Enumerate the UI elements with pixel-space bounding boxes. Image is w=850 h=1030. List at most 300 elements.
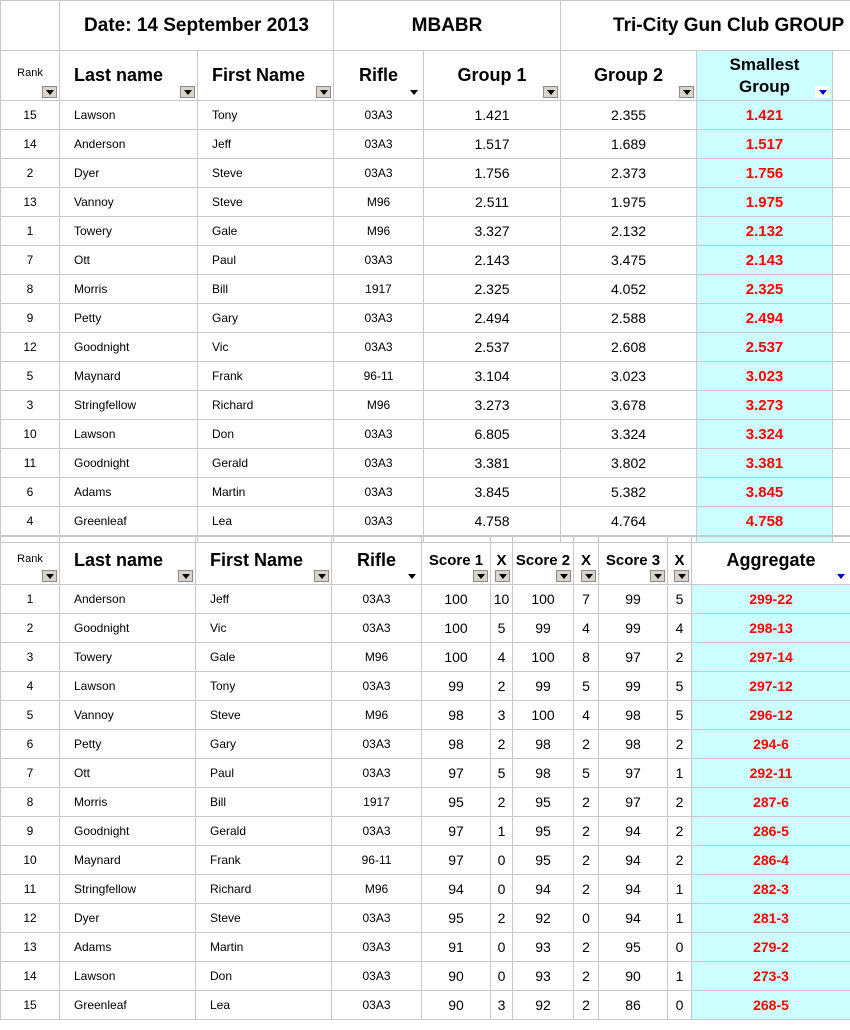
x-3-cell[interactable]: 1 [668, 904, 692, 933]
aggregate-cell[interactable]: 268-5 [692, 991, 850, 1020]
rifle-cell[interactable]: 03A3 [334, 101, 424, 130]
x-1-cell[interactable]: 1 [491, 817, 513, 846]
x-2-cell[interactable]: 2 [574, 991, 599, 1020]
first-name-cell[interactable]: Lea [196, 991, 332, 1020]
score-1-cell[interactable]: 100 [422, 585, 491, 614]
x-1-cell[interactable]: 0 [491, 846, 513, 875]
group-2-cell[interactable]: 1.689 [561, 130, 697, 159]
x-3-cell[interactable]: 5 [668, 672, 692, 701]
first-name-cell[interactable]: Martin [196, 933, 332, 962]
rifle-cell[interactable]: 1917 [332, 788, 422, 817]
last-name-cell[interactable]: Goodnight [60, 614, 196, 643]
filter-button[interactable] [674, 570, 689, 582]
blank-cell[interactable] [833, 130, 850, 159]
first-name-cell[interactable]: Paul [198, 246, 334, 275]
group-2-cell[interactable]: 2.608 [561, 333, 697, 362]
filter-button[interactable] [495, 570, 510, 582]
first-name-cell[interactable]: Tony [196, 672, 332, 701]
smallest-group-cell[interactable]: 1.421 [697, 101, 833, 130]
x-1-cell[interactable]: 0 [491, 875, 513, 904]
first-name-cell[interactable]: Gary [196, 730, 332, 759]
first-name-cell[interactable]: Steve [196, 701, 332, 730]
filter-button[interactable] [543, 86, 558, 98]
group-2-cell[interactable]: 3.023 [561, 362, 697, 391]
group-1-cell[interactable]: 2.325 [424, 275, 561, 304]
first-name-cell[interactable]: Steve [198, 188, 334, 217]
group-2-cell[interactable]: 2.132 [561, 217, 697, 246]
rifle-cell[interactable]: 03A3 [332, 817, 422, 846]
score-2-cell[interactable]: 100 [513, 643, 574, 672]
score-3-cell[interactable]: 98 [599, 701, 668, 730]
sort-button[interactable] [815, 86, 830, 98]
group-2-cell[interactable]: 3.678 [561, 391, 697, 420]
smallest-group-cell[interactable]: 2.132 [697, 217, 833, 246]
first-name-cell[interactable]: Gale [198, 217, 334, 246]
score-2-cell[interactable]: 94 [513, 875, 574, 904]
last-name-cell[interactable]: Lawson [60, 672, 196, 701]
blank-cell[interactable] [833, 507, 850, 536]
rank-cell[interactable]: 4 [1, 507, 60, 536]
score-1-cell[interactable]: 100 [422, 643, 491, 672]
rank-cell[interactable]: 15 [1, 101, 60, 130]
score-3-cell[interactable]: 97 [599, 788, 668, 817]
first-name-cell[interactable]: Tony [198, 101, 334, 130]
score-1-cell[interactable]: 90 [422, 962, 491, 991]
x-3-cell[interactable]: 1 [668, 962, 692, 991]
group-1-cell[interactable]: 3.104 [424, 362, 561, 391]
x-3-cell[interactable]: 5 [668, 701, 692, 730]
score-1-cell[interactable]: 97 [422, 759, 491, 788]
rank-cell[interactable]: 7 [1, 246, 60, 275]
smallest-group-cell[interactable]: 1.517 [697, 130, 833, 159]
last-name-cell[interactable]: Petty [60, 730, 196, 759]
rank-cell[interactable]: 5 [1, 701, 60, 730]
score-1-cell[interactable]: 95 [422, 904, 491, 933]
score-3-cell[interactable]: 99 [599, 614, 668, 643]
rank-cell[interactable]: 12 [1, 904, 60, 933]
rifle-cell[interactable]: 03A3 [332, 904, 422, 933]
x-3-cell[interactable]: 2 [668, 730, 692, 759]
last-name-cell[interactable]: Vannoy [60, 188, 198, 217]
first-name-cell[interactable]: Vic [196, 614, 332, 643]
rank-cell[interactable]: 9 [1, 304, 60, 333]
aggregate-cell[interactable]: 281-3 [692, 904, 850, 933]
filter-button[interactable] [178, 570, 193, 582]
filter-button[interactable] [42, 86, 57, 98]
aggregate-cell[interactable]: 273-3 [692, 962, 850, 991]
group-2-cell[interactable]: 4.764 [561, 507, 697, 536]
rank-cell[interactable]: 11 [1, 875, 60, 904]
first-name-cell[interactable]: Lea [198, 507, 334, 536]
rank-cell[interactable]: 15 [1, 991, 60, 1020]
last-name-cell[interactable]: Goodnight [60, 333, 198, 362]
x-3-cell[interactable]: 1 [668, 759, 692, 788]
x-2-cell[interactable]: 2 [574, 875, 599, 904]
last-name-cell[interactable]: Petty [60, 304, 198, 333]
blank-cell[interactable] [833, 246, 850, 275]
x-2-cell[interactable]: 2 [574, 933, 599, 962]
filter-button[interactable] [316, 86, 331, 98]
rank-cell[interactable]: 12 [1, 333, 60, 362]
rank-cell[interactable]: 10 [1, 420, 60, 449]
filter-button[interactable] [556, 570, 571, 582]
x-2-cell[interactable]: 0 [574, 904, 599, 933]
filter-button[interactable] [650, 570, 665, 582]
rank-cell[interactable]: 1 [1, 585, 60, 614]
last-name-cell[interactable]: Maynard [60, 362, 198, 391]
smallest-group-cell[interactable]: 3.324 [697, 420, 833, 449]
score-2-cell[interactable]: 95 [513, 817, 574, 846]
aggregate-cell[interactable]: 286-4 [692, 846, 850, 875]
group-2-cell[interactable]: 4.052 [561, 275, 697, 304]
last-name-cell[interactable]: Adams [60, 933, 196, 962]
score-2-cell[interactable]: 100 [513, 701, 574, 730]
rank-cell[interactable]: 4 [1, 672, 60, 701]
last-name-cell[interactable]: Dyer [60, 159, 198, 188]
group-1-cell[interactable]: 3.327 [424, 217, 561, 246]
score-1-cell[interactable]: 98 [422, 701, 491, 730]
smallest-group-cell[interactable]: 2.143 [697, 246, 833, 275]
first-name-cell[interactable]: Steve [198, 159, 334, 188]
x-1-cell[interactable]: 5 [491, 614, 513, 643]
x-1-cell[interactable]: 10 [491, 585, 513, 614]
first-name-cell[interactable]: Jeff [196, 585, 332, 614]
rank-cell[interactable]: 6 [1, 478, 60, 507]
rifle-cell[interactable]: 03A3 [334, 246, 424, 275]
score-1-cell[interactable]: 90 [422, 991, 491, 1020]
rank-cell[interactable]: 6 [1, 730, 60, 759]
blank-cell[interactable] [833, 362, 850, 391]
rifle-cell[interactable]: 03A3 [334, 130, 424, 159]
last-name-cell[interactable]: Dyer [60, 904, 196, 933]
x-1-cell[interactable]: 3 [491, 701, 513, 730]
filter-button[interactable] [679, 86, 694, 98]
smallest-group-cell[interactable]: 2.325 [697, 275, 833, 304]
rifle-cell[interactable]: M96 [332, 875, 422, 904]
smallest-group-cell[interactable]: 3.381 [697, 449, 833, 478]
last-name-cell[interactable]: Stringfellow [60, 391, 198, 420]
blank-cell[interactable] [833, 188, 850, 217]
last-name-cell[interactable]: Anderson [60, 130, 198, 159]
group-1-cell[interactable]: 2.537 [424, 333, 561, 362]
rank-cell[interactable]: 3 [1, 643, 60, 672]
score-2-cell[interactable]: 93 [513, 962, 574, 991]
last-name-cell[interactable]: Lawson [60, 962, 196, 991]
score-1-cell[interactable]: 100 [422, 614, 491, 643]
rank-cell[interactable]: 7 [1, 759, 60, 788]
last-name-cell[interactable]: Vannoy [60, 701, 196, 730]
aggregate-cell[interactable]: 298-13 [692, 614, 850, 643]
smallest-group-cell[interactable]: 1.756 [697, 159, 833, 188]
smallest-group-cell[interactable]: 2.537 [697, 333, 833, 362]
first-name-cell[interactable]: Gary [198, 304, 334, 333]
group-2-cell[interactable]: 3.475 [561, 246, 697, 275]
rifle-cell[interactable]: 03A3 [332, 933, 422, 962]
first-name-cell[interactable]: Richard [196, 875, 332, 904]
rifle-cell[interactable]: 03A3 [332, 614, 422, 643]
first-name-cell[interactable]: Jeff [198, 130, 334, 159]
score-2-cell[interactable]: 95 [513, 846, 574, 875]
rifle-cell[interactable]: M96 [332, 701, 422, 730]
rifle-cell[interactable]: 03A3 [332, 672, 422, 701]
first-name-cell[interactable]: Steve [196, 904, 332, 933]
score-2-cell[interactable]: 99 [513, 614, 574, 643]
score-2-cell[interactable]: 98 [513, 759, 574, 788]
rank-cell[interactable]: 5 [1, 362, 60, 391]
x-1-cell[interactable]: 2 [491, 788, 513, 817]
filter-button[interactable] [473, 570, 488, 582]
sort-button[interactable] [833, 570, 848, 582]
aggregate-cell[interactable]: 297-14 [692, 643, 850, 672]
x-3-cell[interactable]: 1 [668, 875, 692, 904]
rifle-cell[interactable]: 96-11 [332, 846, 422, 875]
rifle-cell[interactable]: 03A3 [334, 507, 424, 536]
x-2-cell[interactable]: 4 [574, 614, 599, 643]
aggregate-cell[interactable]: 299-22 [692, 585, 850, 614]
first-name-cell[interactable]: Richard [198, 391, 334, 420]
smallest-group-cell[interactable]: 3.023 [697, 362, 833, 391]
x-3-cell[interactable]: 0 [668, 991, 692, 1020]
last-name-cell[interactable]: Ott [60, 246, 198, 275]
score-3-cell[interactable]: 94 [599, 904, 668, 933]
x-3-cell[interactable]: 2 [668, 846, 692, 875]
score-1-cell[interactable]: 91 [422, 933, 491, 962]
score-1-cell[interactable]: 95 [422, 788, 491, 817]
aggregate-cell[interactable]: 287-6 [692, 788, 850, 817]
group-1-cell[interactable]: 1.517 [424, 130, 561, 159]
first-name-cell[interactable]: Martin [198, 478, 334, 507]
rifle-cell[interactable]: 03A3 [332, 962, 422, 991]
last-name-cell[interactable]: Maynard [60, 846, 196, 875]
x-3-cell[interactable]: 4 [668, 614, 692, 643]
first-name-cell[interactable]: Don [198, 420, 334, 449]
rank-cell[interactable]: 1 [1, 217, 60, 246]
x-1-cell[interactable]: 5 [491, 759, 513, 788]
rank-cell[interactable]: 10 [1, 846, 60, 875]
last-name-cell[interactable]: Goodnight [60, 449, 198, 478]
x-2-cell[interactable]: 7 [574, 585, 599, 614]
aggregate-cell[interactable]: 279-2 [692, 933, 850, 962]
x-2-cell[interactable]: 2 [574, 846, 599, 875]
first-name-cell[interactable]: Gerald [198, 449, 334, 478]
rifle-cell[interactable]: 96-11 [334, 362, 424, 391]
aggregate-cell[interactable]: 292-11 [692, 759, 850, 788]
score-2-cell[interactable]: 99 [513, 672, 574, 701]
group-2-cell[interactable]: 2.588 [561, 304, 697, 333]
x-2-cell[interactable]: 8 [574, 643, 599, 672]
rifle-cell[interactable]: 1917 [334, 275, 424, 304]
rank-cell[interactable]: 14 [1, 130, 60, 159]
rank-cell[interactable]: 8 [1, 275, 60, 304]
score-3-cell[interactable]: 99 [599, 585, 668, 614]
x-3-cell[interactable]: 2 [668, 643, 692, 672]
rifle-cell[interactable]: 03A3 [334, 478, 424, 507]
smallest-group-cell[interactable]: 4.758 [697, 507, 833, 536]
score-3-cell[interactable]: 86 [599, 991, 668, 1020]
x-2-cell[interactable]: 2 [574, 817, 599, 846]
last-name-cell[interactable]: Greenleaf [60, 991, 196, 1020]
smallest-group-cell[interactable]: 3.845 [697, 478, 833, 507]
group-2-cell[interactable]: 2.355 [561, 101, 697, 130]
x-3-cell[interactable]: 2 [668, 817, 692, 846]
score-3-cell[interactable]: 97 [599, 759, 668, 788]
smallest-group-cell[interactable]: 2.494 [697, 304, 833, 333]
group-1-cell[interactable]: 1.421 [424, 101, 561, 130]
filter-button[interactable] [581, 570, 596, 582]
last-name-cell[interactable]: Ott [60, 759, 196, 788]
group-1-cell[interactable]: 1.756 [424, 159, 561, 188]
group-1-cell[interactable]: 2.494 [424, 304, 561, 333]
score-3-cell[interactable]: 97 [599, 643, 668, 672]
first-name-cell[interactable]: Bill [198, 275, 334, 304]
x-1-cell[interactable]: 2 [491, 904, 513, 933]
rifle-cell[interactable]: M96 [334, 188, 424, 217]
rifle-cell[interactable]: M96 [332, 643, 422, 672]
x-2-cell[interactable]: 4 [574, 701, 599, 730]
score-2-cell[interactable]: 95 [513, 788, 574, 817]
rank-cell[interactable]: 13 [1, 188, 60, 217]
first-name-cell[interactable]: Paul [196, 759, 332, 788]
aggregate-cell[interactable]: 296-12 [692, 701, 850, 730]
group-2-cell[interactable]: 2.373 [561, 159, 697, 188]
filter-button[interactable] [404, 570, 419, 582]
last-name-cell[interactable]: Goodnight [60, 817, 196, 846]
score-3-cell[interactable]: 94 [599, 846, 668, 875]
filter-button[interactable] [42, 570, 57, 582]
score-1-cell[interactable]: 97 [422, 817, 491, 846]
x-3-cell[interactable]: 0 [668, 933, 692, 962]
aggregate-cell[interactable]: 282-3 [692, 875, 850, 904]
x-1-cell[interactable]: 2 [491, 672, 513, 701]
last-name-cell[interactable]: Adams [60, 478, 198, 507]
rifle-cell[interactable]: 03A3 [334, 159, 424, 188]
rifle-cell[interactable]: M96 [334, 217, 424, 246]
score-2-cell[interactable]: 92 [513, 991, 574, 1020]
rank-cell[interactable]: 8 [1, 788, 60, 817]
aggregate-cell[interactable]: 286-5 [692, 817, 850, 846]
rifle-cell[interactable]: 03A3 [332, 585, 422, 614]
rank-cell[interactable]: 14 [1, 962, 60, 991]
first-name-cell[interactable]: Vic [198, 333, 334, 362]
aggregate-cell[interactable]: 297-12 [692, 672, 850, 701]
group-1-cell[interactable]: 3.381 [424, 449, 561, 478]
x-1-cell[interactable]: 4 [491, 643, 513, 672]
score-2-cell[interactable]: 98 [513, 730, 574, 759]
smallest-group-cell[interactable]: 3.273 [697, 391, 833, 420]
group-1-cell[interactable]: 6.805 [424, 420, 561, 449]
blank-cell[interactable] [833, 217, 850, 246]
group-2-cell[interactable]: 1.975 [561, 188, 697, 217]
x-2-cell[interactable]: 5 [574, 672, 599, 701]
rifle-cell[interactable]: 03A3 [332, 759, 422, 788]
filter-button[interactable] [314, 570, 329, 582]
score-3-cell[interactable]: 95 [599, 933, 668, 962]
rank-cell[interactable]: 11 [1, 449, 60, 478]
rank-cell[interactable]: 2 [1, 614, 60, 643]
rifle-cell[interactable]: 03A3 [334, 333, 424, 362]
blank-cell[interactable] [833, 449, 850, 478]
blank-cell[interactable] [833, 159, 850, 188]
blank-cell[interactable] [833, 420, 850, 449]
last-name-cell[interactable]: Morris [60, 788, 196, 817]
x-1-cell[interactable]: 3 [491, 991, 513, 1020]
rifle-cell[interactable]: 03A3 [334, 420, 424, 449]
score-3-cell[interactable]: 99 [599, 672, 668, 701]
rank-cell[interactable]: 2 [1, 159, 60, 188]
last-name-cell[interactable]: Anderson [60, 585, 196, 614]
x-2-cell[interactable]: 2 [574, 962, 599, 991]
filter-button[interactable] [180, 86, 195, 98]
last-name-cell[interactable]: Towery [60, 643, 196, 672]
x-3-cell[interactable]: 5 [668, 585, 692, 614]
first-name-cell[interactable]: Frank [198, 362, 334, 391]
x-2-cell[interactable]: 2 [574, 788, 599, 817]
rifle-cell[interactable]: 03A3 [334, 304, 424, 333]
first-name-cell[interactable]: Don [196, 962, 332, 991]
x-3-cell[interactable]: 2 [668, 788, 692, 817]
last-name-cell[interactable]: Lawson [60, 101, 198, 130]
score-3-cell[interactable]: 90 [599, 962, 668, 991]
score-3-cell[interactable]: 94 [599, 817, 668, 846]
score-3-cell[interactable]: 94 [599, 875, 668, 904]
rifle-cell[interactable]: 03A3 [332, 991, 422, 1020]
first-name-cell[interactable]: Frank [196, 846, 332, 875]
last-name-cell[interactable]: Towery [60, 217, 198, 246]
rifle-cell[interactable]: M96 [334, 391, 424, 420]
blank-cell[interactable] [833, 333, 850, 362]
group-1-cell[interactable]: 3.273 [424, 391, 561, 420]
first-name-cell[interactable]: Gerald [196, 817, 332, 846]
score-2-cell[interactable]: 93 [513, 933, 574, 962]
score-2-cell[interactable]: 100 [513, 585, 574, 614]
last-name-cell[interactable]: Morris [60, 275, 198, 304]
blank-cell[interactable] [833, 391, 850, 420]
rifle-cell[interactable]: 03A3 [332, 730, 422, 759]
group-1-cell[interactable]: 2.511 [424, 188, 561, 217]
aggregate-cell[interactable]: 294-6 [692, 730, 850, 759]
group-2-cell[interactable]: 3.802 [561, 449, 697, 478]
score-3-cell[interactable]: 98 [599, 730, 668, 759]
x-1-cell[interactable]: 2 [491, 730, 513, 759]
score-1-cell[interactable]: 99 [422, 672, 491, 701]
last-name-cell[interactable]: Greenleaf [60, 507, 198, 536]
score-1-cell[interactable]: 98 [422, 730, 491, 759]
group-1-cell[interactable]: 4.758 [424, 507, 561, 536]
blank-cell[interactable] [833, 275, 850, 304]
last-name-cell[interactable]: Stringfellow [60, 875, 196, 904]
blank-cell[interactable] [833, 101, 850, 130]
group-2-cell[interactable]: 5.382 [561, 478, 697, 507]
blank-cell[interactable] [833, 304, 850, 333]
rank-cell[interactable]: 9 [1, 817, 60, 846]
x-2-cell[interactable]: 5 [574, 759, 599, 788]
rifle-cell[interactable]: 03A3 [334, 449, 424, 478]
group-2-cell[interactable]: 3.324 [561, 420, 697, 449]
blank-cell[interactable] [833, 478, 850, 507]
group-1-cell[interactable]: 3.845 [424, 478, 561, 507]
last-name-cell[interactable]: Lawson [60, 420, 198, 449]
rank-cell[interactable]: 3 [1, 391, 60, 420]
x-2-cell[interactable]: 2 [574, 730, 599, 759]
x-1-cell[interactable]: 0 [491, 962, 513, 991]
rank-cell[interactable]: 13 [1, 933, 60, 962]
smallest-group-cell[interactable]: 1.975 [697, 188, 833, 217]
score-1-cell[interactable]: 94 [422, 875, 491, 904]
score-2-cell[interactable]: 92 [513, 904, 574, 933]
x-1-cell[interactable]: 0 [491, 933, 513, 962]
first-name-cell[interactable]: Bill [196, 788, 332, 817]
score-1-cell[interactable]: 97 [422, 846, 491, 875]
